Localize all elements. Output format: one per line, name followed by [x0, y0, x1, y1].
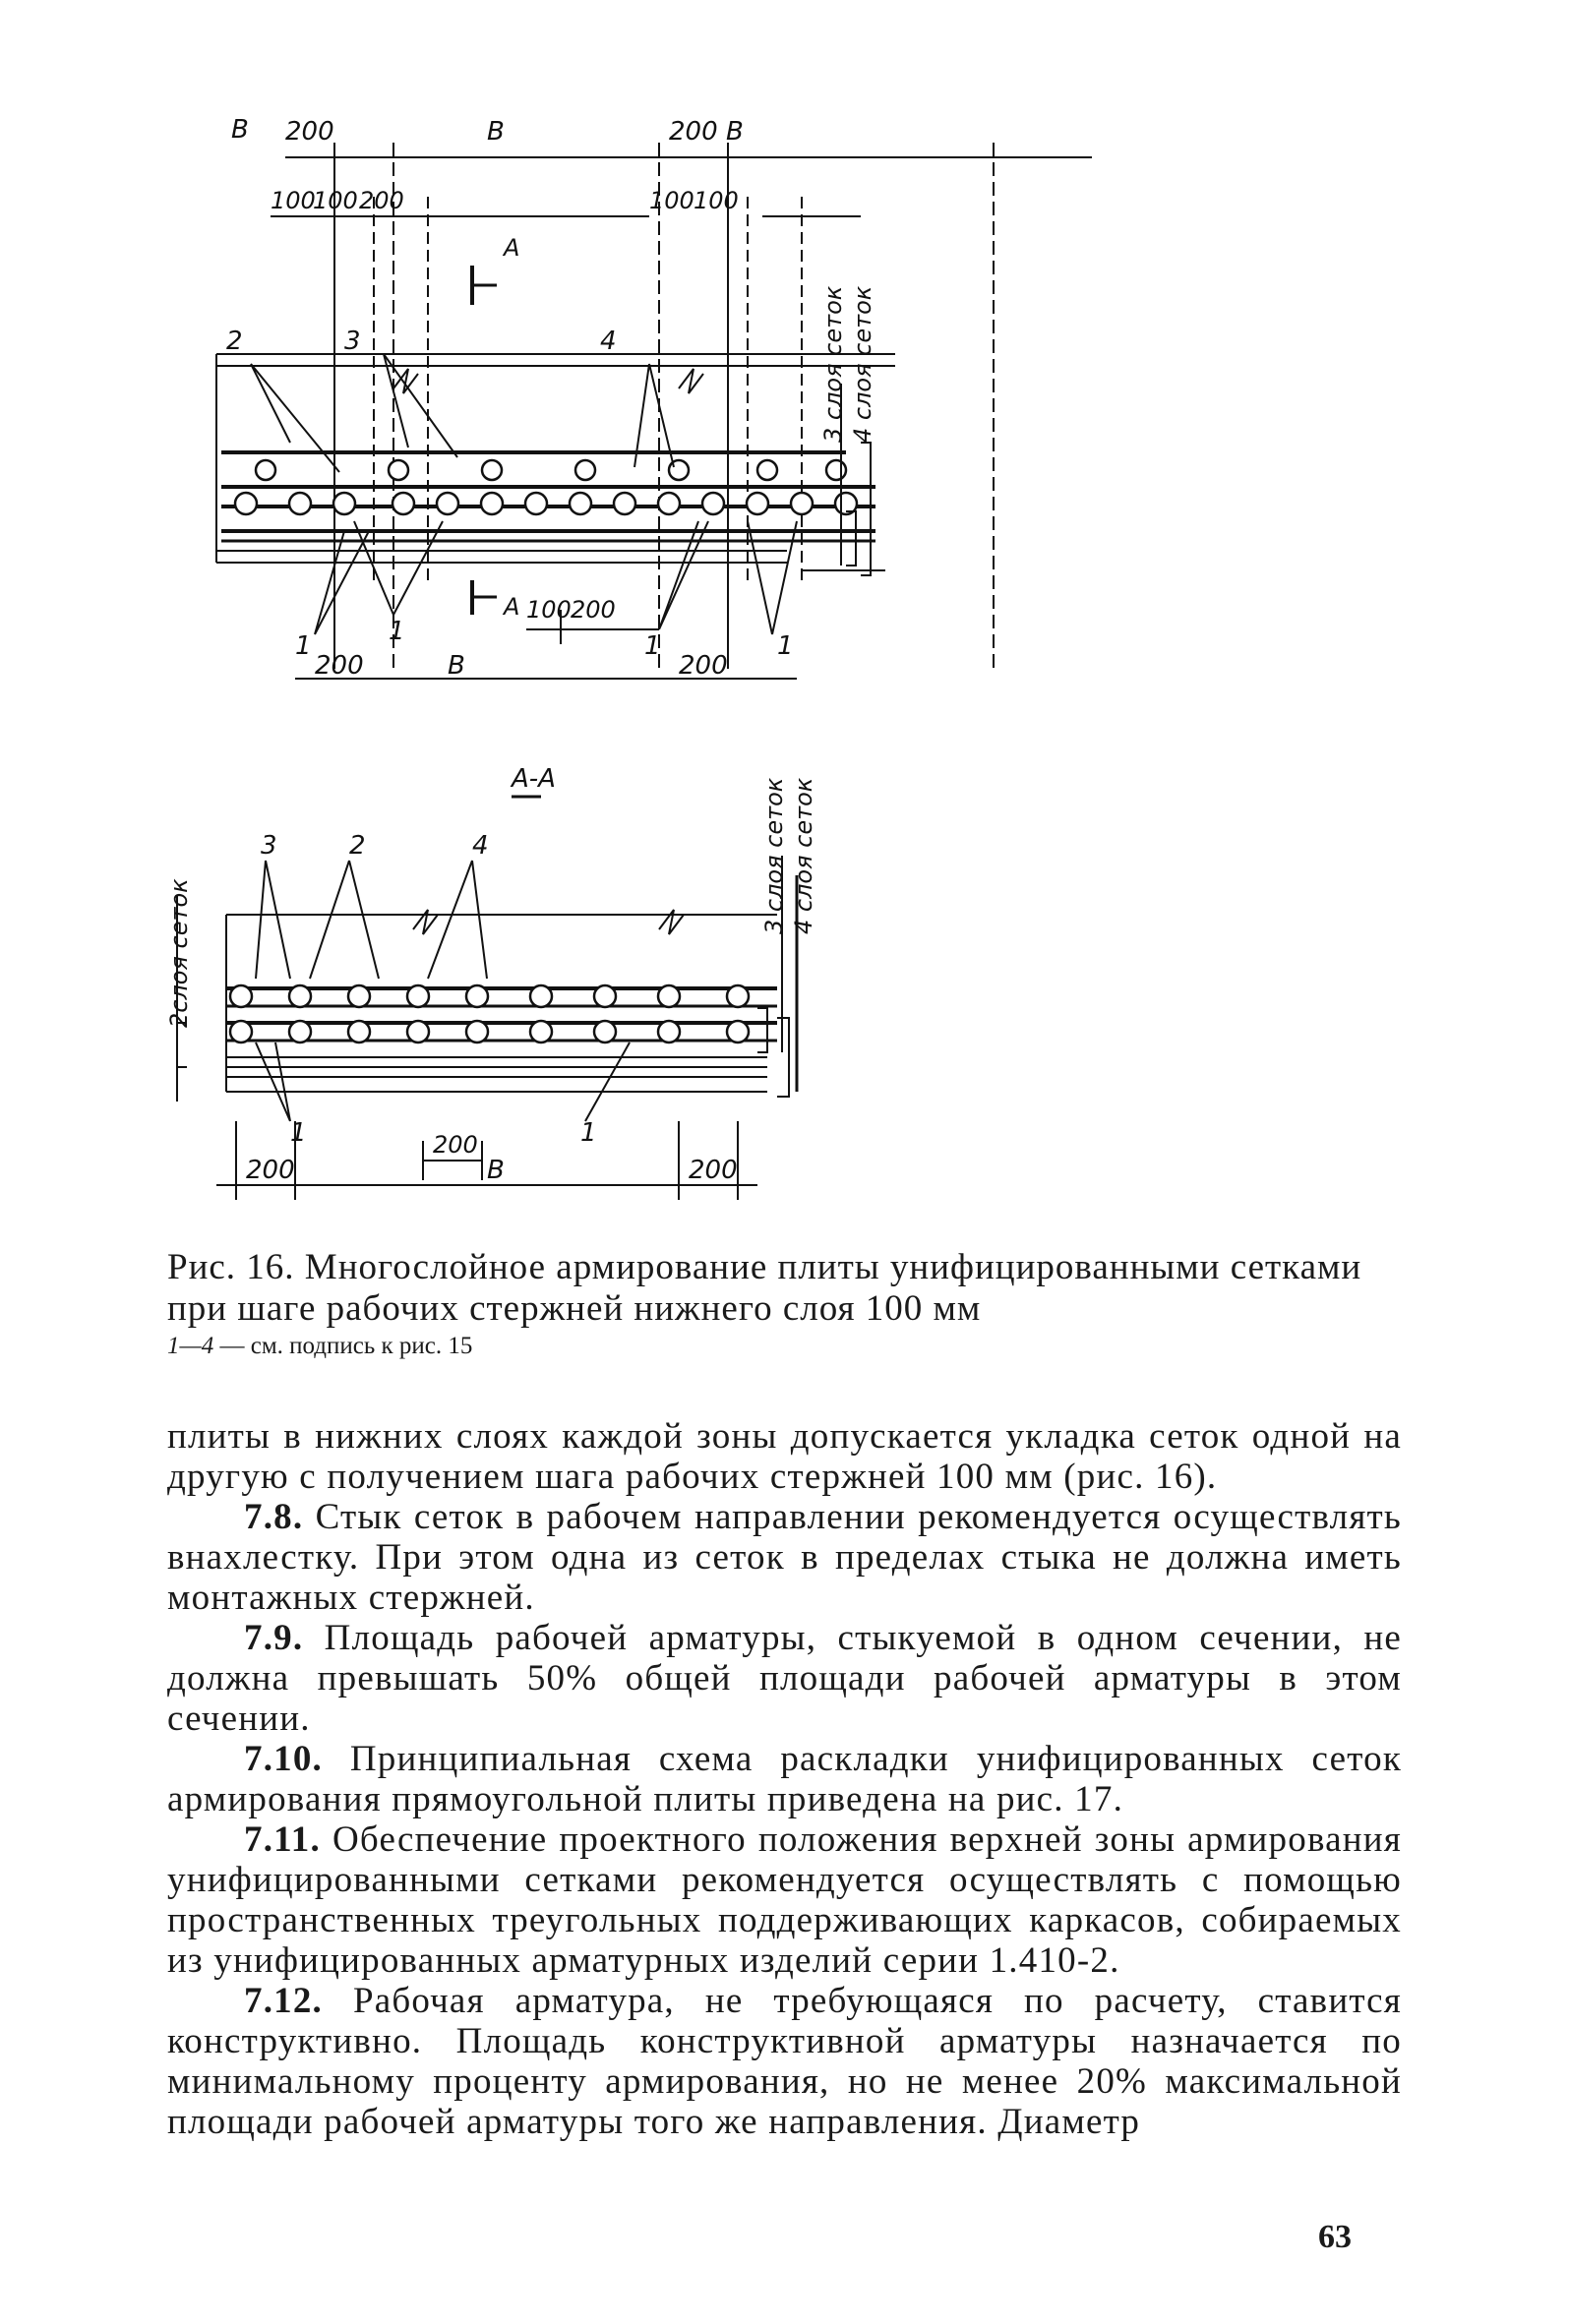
section-callout-4: 4 — [472, 831, 489, 861]
paragraph-text: Рабочая арматура, не требующаяся по расчету, ставится конструктивно. Площадь конструктивной арматуры назначается по минимальному проценту армирования, но не менее 20% максимальной площади рабочей арматуры того же направления. Диаметр — [167, 1981, 1402, 2142]
section-callout-1-a: 1 — [290, 1118, 307, 1148]
dim-inner-100: 100 — [526, 596, 572, 624]
paragraph-number: 7.12. — [244, 1981, 323, 2021]
figure-16 — [165, 115, 1328, 1239]
section-mark-top: А — [504, 234, 520, 262]
paragraph-continuation — [167, 1416, 1402, 1497]
dim-label-b-center: В — [487, 117, 505, 147]
dim-label-b-left: В — [231, 115, 249, 145]
dim-label-200-left: 200 — [285, 117, 334, 147]
callout-1-d: 1 — [777, 631, 794, 661]
paragraph-text: плиты в нижних слоях каждой зоны допускается укладка сеток одной на другую с получением шага рабочих стержней 100 мм (рис. 16). — [167, 1416, 1402, 1497]
paragraph-text: Стык сеток в рабочем направлении рекомендуется осуществлять внахлестку. При этом одна из сеток в пределах стыка не должна иметь монтажных стержней. — [167, 1497, 1402, 1618]
layer-label-3-top: 3 слоя сеток — [819, 285, 847, 443]
dim-label-200-sub: 200 — [359, 187, 404, 214]
paragraph-7-12 — [167, 1981, 1402, 2142]
section-dim-b: В — [487, 1156, 505, 1185]
dim-label-200-right: 200 — [669, 117, 718, 147]
callout-1-c: 1 — [644, 631, 661, 661]
paragraph-number: 7.9. — [244, 1618, 304, 1658]
section-dim-200-left: 200 — [246, 1156, 295, 1185]
section-mark-bottom: А — [504, 593, 520, 621]
paragraph-7-8 — [167, 1497, 1402, 1618]
layer-label-3-section: 3 слоя сеток — [760, 777, 788, 934]
section-dim-200-inner: 200 — [433, 1131, 478, 1159]
dim-bottom-200-left: 200 — [315, 651, 364, 681]
dim-label-b-right: В — [726, 117, 744, 147]
section-title: А-А — [512, 764, 556, 794]
dim-bottom-200-right: 200 — [679, 651, 728, 681]
paragraph-text: Обеспечение проектного положения верхней зоны армирования унифицированными сетками рекомендуется осуществлять с помощью пространственных треугольных поддерживающих каркасов, собираемых из унифицированных арматурных изделий серии 1.410-2. — [167, 1819, 1402, 1981]
paragraph-7-10 — [167, 1739, 1402, 1819]
dim-label-100-d: 100 — [694, 187, 739, 214]
layer-label-4-top: 4 слоя сеток — [849, 285, 876, 443]
body-text — [167, 1416, 1402, 2142]
section-callout-2: 2 — [349, 831, 366, 861]
figure-caption: Рис. 16. Многослойное армирование плиты унифицированными сетками при шаге рабочих стержней нижнего слоя 100 мм — [167, 1247, 1362, 1329]
caption-note-text: — см. подпись к рис. 15 — [213, 1333, 473, 1359]
reinforcement-drawing — [165, 115, 1328, 1239]
layer-label-4-section: 4 слоя сеток — [790, 777, 817, 934]
paragraph-7-11 — [167, 1819, 1402, 1981]
callout-1-b: 1 — [389, 617, 405, 646]
section-dim-200-right: 200 — [689, 1156, 738, 1185]
figure-caption-note — [167, 1333, 472, 1360]
paragraph-number: 7.8. — [244, 1497, 304, 1537]
callout-1-a: 1 — [295, 631, 312, 661]
callout-4: 4 — [600, 327, 617, 356]
dim-label-100-c: 100 — [649, 187, 694, 214]
caption-note-items: 1—4 — [167, 1333, 214, 1359]
paragraph-7-9 — [167, 1618, 1402, 1739]
dim-label-100-a: 100 — [271, 187, 316, 214]
paragraph-number: 7.11. — [244, 1819, 321, 1860]
dim-bottom-b: В — [448, 651, 465, 681]
dim-label-100-b: 100 — [313, 187, 358, 214]
section-callout-1-b: 1 — [580, 1118, 597, 1148]
layer-label-2-section: 2слоя сеток — [165, 878, 193, 1028]
paragraph-text: Принципиальная схема раскладки унифицированных сеток армирования прямоугольной плиты приведена на рис. 17. — [167, 1739, 1402, 1819]
paragraph-text: Площадь рабочей арматуры, стыкуемой в одном сечении, не должна превышать 50% общей площади рабочей арматуры в этом сечении. — [167, 1618, 1402, 1739]
paragraph-number: 7.10. — [244, 1739, 323, 1779]
page-number: 63 — [1318, 2219, 1352, 2255]
callout-2: 2 — [226, 327, 243, 356]
callout-3: 3 — [344, 327, 361, 356]
dim-inner-200: 200 — [571, 596, 616, 624]
section-callout-3: 3 — [261, 831, 277, 861]
